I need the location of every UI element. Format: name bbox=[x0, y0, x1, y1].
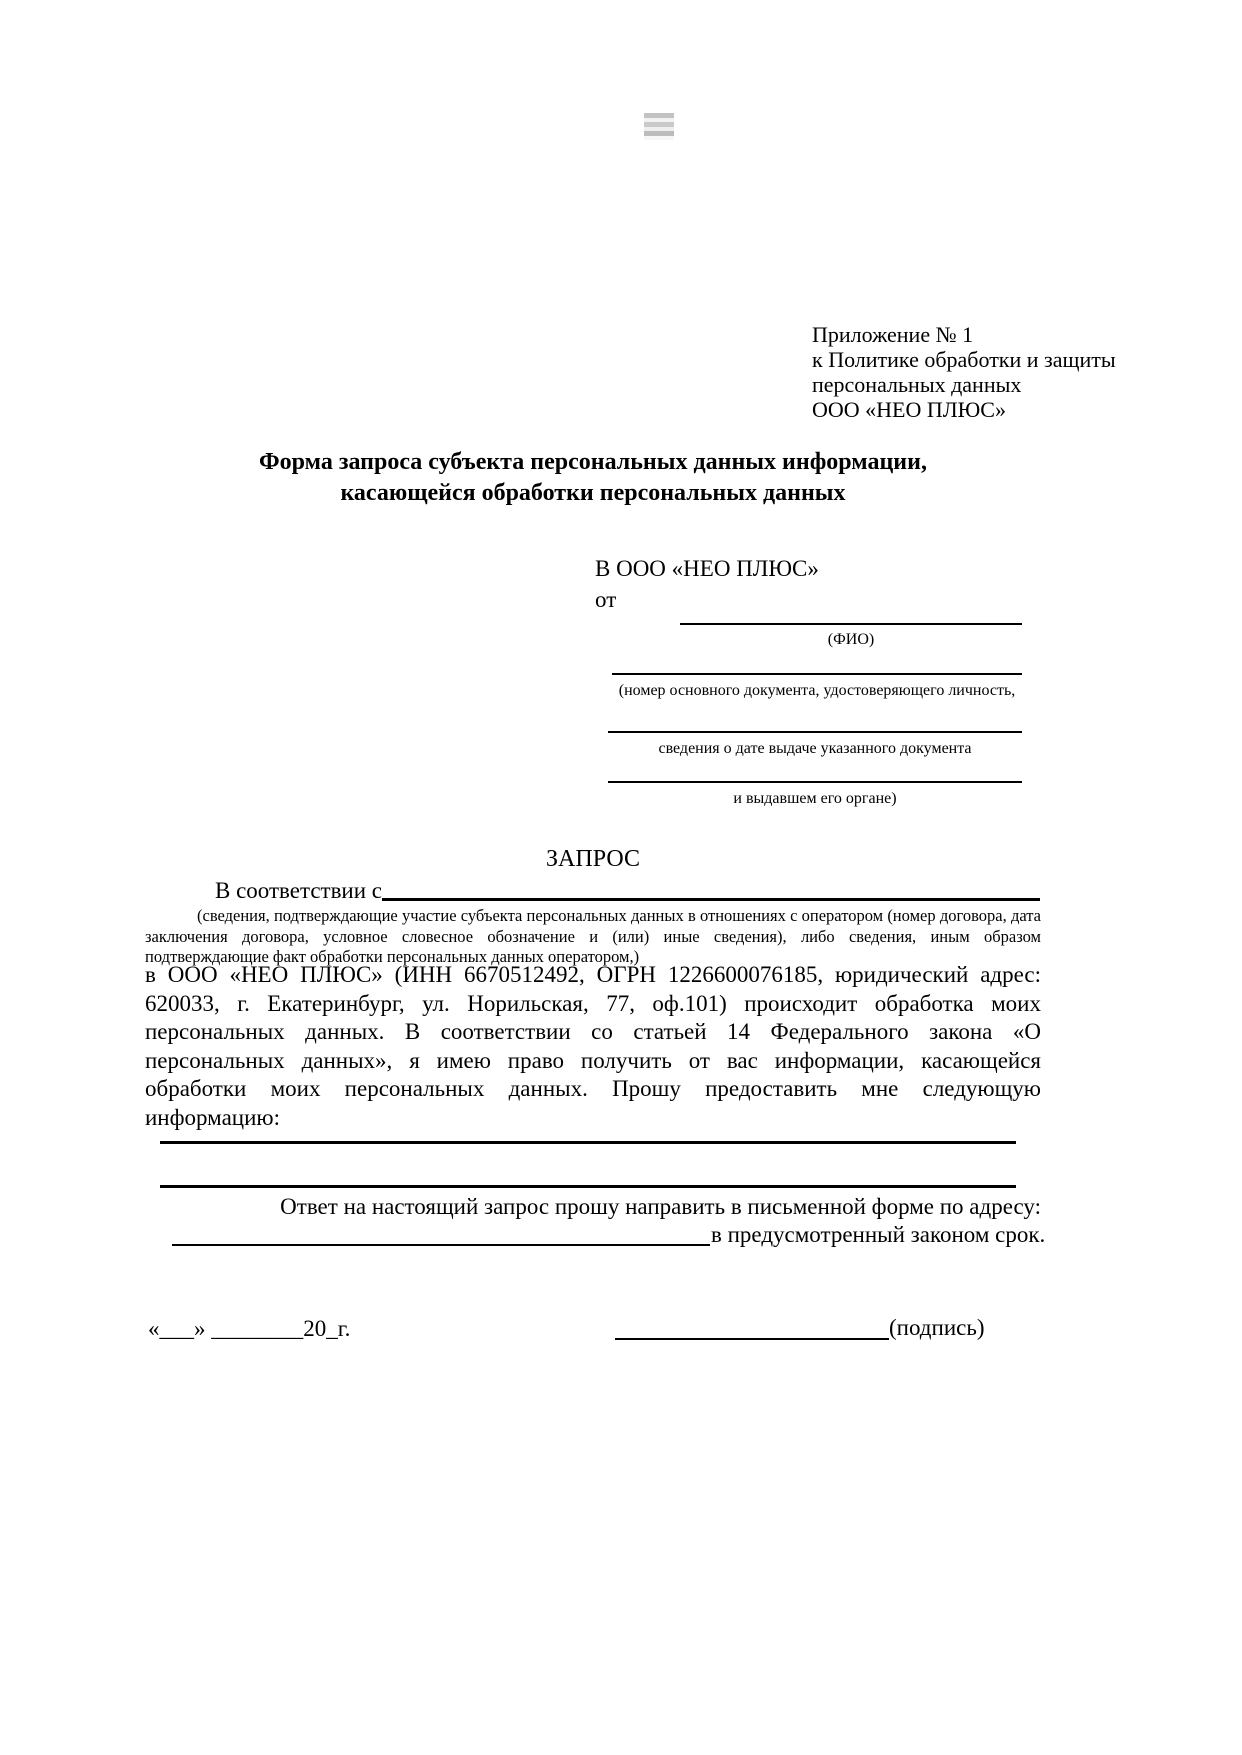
issue-organ-caption: и выдавшем его органе) bbox=[733, 790, 897, 807]
document-title-line1: Форма запроса субъекта персональных данных информации, bbox=[259, 449, 927, 475]
info-blank-line-1 bbox=[160, 1141, 1016, 1144]
issue-date-caption: сведения о дате выдаче указанного документа bbox=[658, 740, 972, 757]
in-accordance-blank-line bbox=[382, 898, 1040, 901]
signature-caption: (подпись) bbox=[889, 1315, 985, 1340]
reply-request-text: Ответ на настоящий запрос прошу направить в письменной форме по адресу: bbox=[280, 1194, 1041, 1219]
addressee-to: В ООО «НЕО ПЛЮС» bbox=[595, 556, 819, 581]
signature-blank-line bbox=[615, 1338, 889, 1340]
document-number-caption: (номер основного документа, удостоверяющего личность, bbox=[618, 682, 1016, 699]
image-placeholder-icon bbox=[644, 113, 674, 140]
in-accordance-text: В соответствии с bbox=[215, 878, 383, 903]
fio-caption: (ФИО) bbox=[827, 631, 875, 648]
body-paragraph: в ООО «НЕО ПЛЮС» (ИНН 6670512492, ОГРН 1226600076185, юридический адрес: 620033, г. Екатеринбург, ул. Норильская, 77, оф.101) происходит обработка моих персональных данных. В соответствии со статьей 14 Федерального закона «О персональных данных», я имею право получить от вас информации, касающейся обработки моих персональных данных. Прошу предоставить мне следующую информацию: bbox=[145, 962, 1041, 1130]
appendix-line: к Политике обработки и защиты bbox=[812, 347, 1116, 372]
request-heading: ЗАПРОС bbox=[546, 846, 640, 872]
info-blank-line-2 bbox=[160, 1185, 1016, 1188]
document-title bbox=[145, 447, 1041, 509]
issue-date-blank-line bbox=[608, 731, 1022, 733]
fio-blank-line bbox=[680, 623, 1022, 625]
appendix-line: ООО «НЕО ПЛЮС» bbox=[812, 397, 1006, 422]
document-number-blank-line bbox=[612, 673, 1022, 675]
footnote-text: (сведения, подтверждающие участие субъекта персональных данных в отношениях с оператором (номер договора, дата заключения договора, условное словесное обозначение и (или) иные сведения), либо сведения, иным образом подтверждающие факт обработки персональных данных оператором,) bbox=[145, 906, 1041, 966]
reply-suffix-text: в предусмотренный законом срок. bbox=[711, 1222, 1046, 1247]
issue-organ-blank-line bbox=[608, 781, 1022, 783]
appendix-line: Приложение № 1 bbox=[812, 322, 974, 347]
appendix-header bbox=[812, 322, 1142, 422]
appendix-line: персональных данных bbox=[812, 372, 1022, 397]
document-title-line2: касающейся обработки персональных данных bbox=[340, 480, 846, 506]
addressee-from: от bbox=[595, 587, 617, 612]
date-blank-text: «___» ________20_г. bbox=[148, 1316, 351, 1341]
address-blank-line bbox=[172, 1244, 710, 1246]
